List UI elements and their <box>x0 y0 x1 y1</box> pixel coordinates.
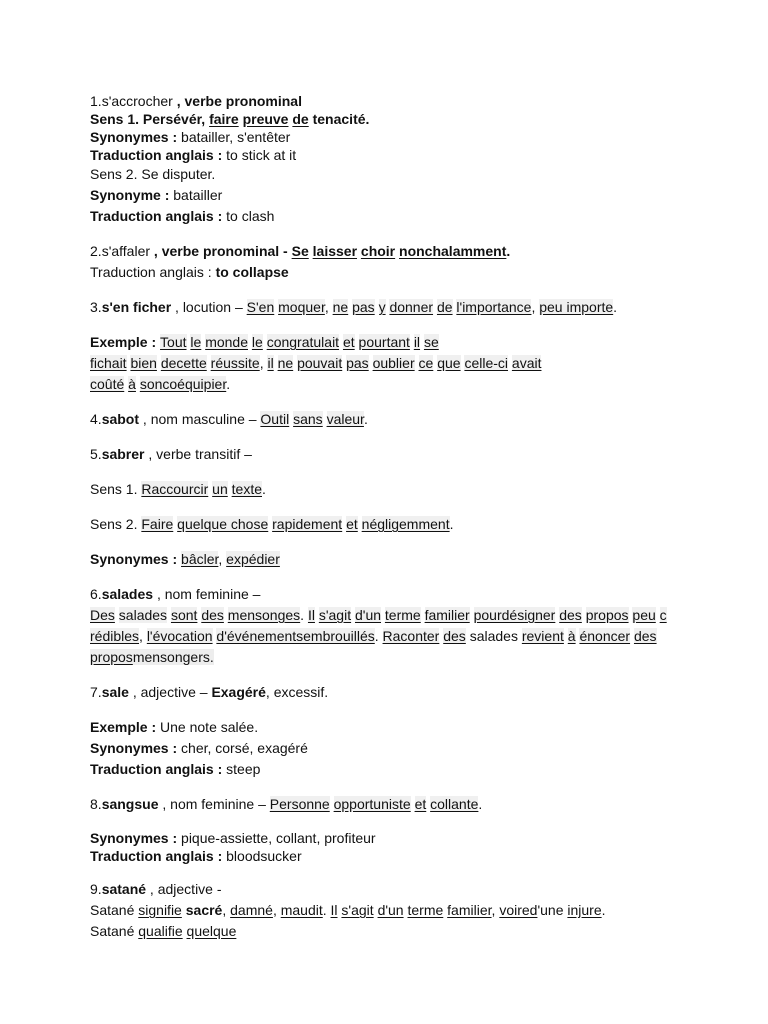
translation-label: Traduction anglais : <box>90 147 227 163</box>
linked-word[interactable]: à <box>567 628 576 644</box>
example-line-3: coûté à soncoéquipier. <box>90 376 231 392</box>
linked-word[interactable]: decette <box>160 355 207 371</box>
linked-word[interactable]: avait <box>511 355 542 371</box>
entry-number: 4. <box>90 411 102 427</box>
synonyms-value: batailler, s'entêter <box>181 129 291 145</box>
part-of-speech: , verbe pronominal <box>172 93 302 109</box>
entry-8 <box>90 794 690 865</box>
punctuation: . <box>365 111 370 127</box>
linked-word[interactable]: quelque chose <box>177 516 269 532</box>
translation-line <box>90 146 690 164</box>
linked-word[interactable]: coûté <box>90 376 125 392</box>
linked-word[interactable]: Personne <box>269 796 330 812</box>
linked-word[interactable]: Tout <box>160 334 187 350</box>
sens-label: Sens 1. <box>90 481 142 497</box>
synonym-label: Synonyme : <box>90 187 174 203</box>
linked-word[interactable]: se <box>423 334 439 350</box>
headword: s'en ficher <box>101 299 172 315</box>
definition-line-2 <box>90 921 690 942</box>
linked-word[interactable]: sans <box>293 411 323 427</box>
linked-word[interactable]: signifie <box>138 902 182 918</box>
linked-word[interactable]: Il <box>307 607 315 623</box>
linked-word[interactable]: Il <box>330 902 338 918</box>
linked-word[interactable]: pas <box>346 355 369 371</box>
headword: sabot <box>101 411 140 427</box>
linked-word[interactable]: à <box>128 376 136 392</box>
definition-word: salades <box>469 628 518 644</box>
linked-word[interactable]: des <box>201 607 224 623</box>
linked-word[interactable]: opportuniste <box>333 796 411 812</box>
linked-word[interactable]: il <box>413 334 421 350</box>
entry-7 <box>90 682 690 780</box>
translation-line <box>90 262 690 283</box>
entry-7-headword-line <box>90 682 690 703</box>
linked-word[interactable]: preuve <box>242 111 289 127</box>
linked-word[interactable]: faire <box>209 111 239 127</box>
synonyms-value: pique-assiette, collant, profiteur <box>181 830 376 846</box>
linked-word[interactable]: mensonges <box>227 607 301 623</box>
linked-word[interactable]: pouvait <box>297 355 343 371</box>
example-line-2: fichait bien decette réussite, il ne pouvait pas oublier ce que celle-ci avait <box>90 355 542 371</box>
linked-word[interactable]: l'évocation <box>146 628 213 644</box>
sens-1-line <box>90 110 690 128</box>
synonyms-label: Synonymes : <box>90 551 182 567</box>
linked-word[interactable]: peu importe <box>539 299 614 315</box>
sens-label: Sens 2. <box>90 516 142 532</box>
linked-word[interactable]: injure <box>567 902 602 918</box>
entry-number: 5. <box>90 446 102 462</box>
translation-value: to clash <box>226 208 275 224</box>
linked-word[interactable]: celle-ci <box>464 355 509 371</box>
linked-word[interactable]: revient <box>521 628 564 644</box>
entry-6 <box>90 584 690 668</box>
entry-number: 2. <box>90 243 102 259</box>
entry-4-headword-line: 4.sabot , nom masculine – Outil sans valeur. <box>90 411 368 427</box>
entry-2-headword-line <box>90 241 690 262</box>
translation-label: Traduction anglais : <box>90 761 227 777</box>
linked-word[interactable]: propos <box>90 649 133 665</box>
linked-word[interactable]: terme <box>384 607 421 623</box>
entry-9-headword-line <box>90 879 690 900</box>
linked-word[interactable]: valeur <box>326 411 364 427</box>
headword: salades <box>101 586 154 602</box>
linked-word[interactable]: rapidement <box>272 516 343 532</box>
linked-word[interactable]: qualifie <box>138 923 183 939</box>
part-of-speech: , nom masculine – <box>139 411 261 427</box>
linked-word[interactable]: ne <box>277 355 294 371</box>
definition-bold: Exagéré <box>211 684 266 700</box>
linked-word[interactable]: le <box>190 334 202 350</box>
entry-1 <box>90 92 690 227</box>
linked-word[interactable]: maudit <box>280 902 323 918</box>
part-of-speech: , nom feminine – <box>153 586 261 602</box>
entry-5 <box>90 444 690 570</box>
entry-number: 3. <box>90 299 102 315</box>
translation-line-2 <box>90 206 690 227</box>
linked-word[interactable]: familier <box>447 902 492 918</box>
linked-word[interactable]: S'en <box>246 299 275 315</box>
part-of-speech: , nom feminine – <box>158 796 270 812</box>
linked-word[interactable]: énoncer <box>579 628 631 644</box>
linked-word[interactable]: nonchalamment <box>399 243 507 259</box>
entry-6-headword-line <box>90 584 690 605</box>
part-of-speech: , verbe pronominal - <box>150 243 292 259</box>
linked-word[interactable]: et <box>346 516 358 532</box>
translation-line <box>90 759 690 780</box>
synonyms-line <box>90 738 690 759</box>
linked-word[interactable]: rédibles <box>90 628 140 644</box>
linked-word[interactable]: pourdésigner <box>473 607 556 623</box>
linked-word[interactable]: moquer <box>278 299 325 315</box>
linked-word[interactable]: collante <box>430 796 479 812</box>
headword: sale <box>101 684 129 700</box>
translation-value: bloodsucker <box>226 848 302 864</box>
linked-word[interactable]: congratulait <box>266 334 340 350</box>
synonym-line <box>90 185 690 206</box>
linked-word[interactable]: et <box>342 334 355 350</box>
synonyms-label: Synonymes : <box>90 830 182 846</box>
linked-word[interactable]: de <box>292 111 309 127</box>
entry-number: 1. <box>90 93 102 109</box>
entry-5-headword-line <box>90 444 690 465</box>
linked-word[interactable]: des <box>443 628 466 644</box>
linked-word[interactable]: familier <box>424 607 470 623</box>
linked-word[interactable]: d'événementsembrouillés <box>216 628 375 644</box>
linked-word[interactable]: bâcler <box>181 551 219 567</box>
linked-word[interactable]: de <box>436 299 453 315</box>
example-value: Une note salée. <box>160 719 259 735</box>
entry-number: 7. <box>90 684 102 700</box>
linked-word[interactable]: ne <box>332 299 349 315</box>
linked-word[interactable]: Outil <box>260 411 290 427</box>
entry-number: 6. <box>90 586 102 602</box>
definition-line-3 <box>90 647 690 668</box>
translation-label: Traduction anglais : <box>90 848 227 864</box>
linked-word[interactable]: voired <box>499 902 538 918</box>
linked-word[interactable]: Faire <box>141 516 174 532</box>
definition-line-1: Des salades sont des mensonges. Il s'agit d'un terme familier pourdésigner des propos peu c <box>90 607 667 623</box>
translation-value: to collapse <box>215 264 289 280</box>
linked-word[interactable]: donner <box>389 299 434 315</box>
synonyms-label: Synonymes : <box>90 740 182 756</box>
translation-line <box>90 847 690 865</box>
linked-word[interactable]: Raconter <box>382 628 440 644</box>
sens-1-line: Sens 1. Raccourcir un texte. <box>90 481 266 497</box>
linked-word[interactable]: soncoéquipier <box>139 376 227 392</box>
linked-word[interactable]: l'importance <box>456 299 532 315</box>
entry-4 <box>90 409 690 430</box>
linked-word[interactable]: sont <box>170 607 198 623</box>
translation-label: Traduction anglais : <box>90 208 227 224</box>
linked-word[interactable]: d'un <box>377 902 404 918</box>
definition-word: tenacité <box>312 111 366 127</box>
linked-word[interactable]: d'un <box>354 607 382 623</box>
headword: satané <box>101 881 147 897</box>
sens-label: Sens 1. Persévér, <box>90 111 210 127</box>
linked-word[interactable]: négligemment <box>361 516 450 532</box>
linked-word[interactable]: choir <box>360 243 396 259</box>
dictionary-document <box>90 92 690 942</box>
headword: s'affaler <box>101 243 151 259</box>
entry-2 <box>90 241 690 283</box>
linked-word[interactable]: fichait <box>90 355 127 371</box>
translation-label: Traduction anglais : <box>90 264 216 280</box>
entry-3 <box>90 297 690 395</box>
linked-word[interactable]: Se <box>291 243 309 259</box>
linked-word[interactable]: ce <box>418 355 434 371</box>
linked-word[interactable]: quelque <box>186 923 237 939</box>
linked-word[interactable]: pas <box>352 299 375 315</box>
linked-word[interactable]: le <box>251 334 263 350</box>
linked-word[interactable]: un <box>212 481 228 497</box>
linked-word[interactable]: monde <box>205 334 248 350</box>
sens-2-line: Sens 2. Se disputer. <box>90 166 216 182</box>
headword: sangsue <box>101 796 159 812</box>
linked-word[interactable]: réussite <box>210 355 260 371</box>
translation-value: steep <box>226 761 261 777</box>
linked-word[interactable]: laisser <box>312 243 358 259</box>
entry-3-headword-line: 3.s'en ficher , locution – S'en moquer, ne pas y donner de l'importance, peu importe. <box>90 299 618 315</box>
definition-bold: sacré <box>185 902 223 918</box>
example-line <box>90 717 690 738</box>
linked-word[interactable]: que <box>437 355 461 371</box>
linked-word[interactable]: et <box>414 796 427 812</box>
linked-word[interactable]: expédier <box>226 551 280 567</box>
headword: sabrer <box>101 446 145 462</box>
linked-word[interactable]: pourtant <box>358 334 410 350</box>
synonym-value: batailler <box>173 187 223 203</box>
linked-word[interactable]: damné <box>230 902 273 918</box>
linked-word[interactable]: y <box>378 299 386 315</box>
linked-word[interactable]: bien <box>130 355 157 371</box>
linked-word[interactable]: s'agit <box>318 607 352 623</box>
definition-word: 'une <box>537 902 564 918</box>
example-label: Exemple : <box>90 334 161 350</box>
definition-line-1: Satané signifie sacré, damné, maudit. Il s'agit d'un terme familier, voired'une injure. <box>90 902 606 918</box>
synonyms-line <box>90 128 690 146</box>
linked-word[interactable]: des <box>559 607 582 623</box>
synonyms-line: Synonymes : bâcler, expédier <box>90 551 280 567</box>
linked-word[interactable]: des <box>633 628 657 644</box>
linked-word[interactable]: Des <box>90 607 115 623</box>
part-of-speech: , adjective - <box>146 881 222 897</box>
definition-word: mensongers. <box>132 649 214 665</box>
entry-9 <box>90 879 690 942</box>
definition-word: Satané <box>90 923 139 939</box>
example-line-1 <box>90 332 690 353</box>
synonyms-label: Synonymes : <box>90 129 182 145</box>
definition-line-2: rédibles, l'évocation d'événementsembrouillés. Raconter des salades revient à énoncer des <box>90 628 657 644</box>
entry-number: 8. <box>90 796 102 812</box>
part-of-speech: , adjective – <box>128 684 212 700</box>
sens-2-line: Sens 2. Faire quelque chose rapidement et négligemment. <box>90 516 454 532</box>
synonyms-line <box>90 829 690 847</box>
linked-word[interactable]: Raccourcir <box>141 481 209 497</box>
linked-word[interactable]: terme <box>407 902 444 918</box>
synonyms-value: cher, corsé, exagéré <box>181 740 308 756</box>
part-of-speech: , locution – <box>171 299 247 315</box>
headword: s'accrocher <box>101 93 173 109</box>
punctuation: . <box>506 243 511 259</box>
translation-value: to stick at it <box>226 147 297 163</box>
linked-word[interactable]: c <box>659 607 667 623</box>
linked-word[interactable]: s'agit <box>341 902 374 918</box>
linked-word[interactable]: propos <box>585 607 629 623</box>
entry-8-headword-line: 8.sangsue , nom feminine – Personne opportuniste et collante. <box>90 796 483 812</box>
linked-word[interactable]: peu <box>632 607 656 623</box>
linked-word[interactable]: il <box>267 355 274 371</box>
example-label: Exemple : <box>90 719 161 735</box>
definition-word: salades <box>118 607 168 623</box>
linked-word[interactable]: texte <box>231 481 262 497</box>
linked-word[interactable]: oublier <box>372 355 415 371</box>
definition-rest: , excessif. <box>265 684 329 700</box>
part-of-speech: , verbe transitif – <box>144 446 252 462</box>
definition-word: Satané <box>90 902 139 918</box>
entry-number: 9. <box>90 881 102 897</box>
entry-1-headword-line <box>90 92 690 110</box>
